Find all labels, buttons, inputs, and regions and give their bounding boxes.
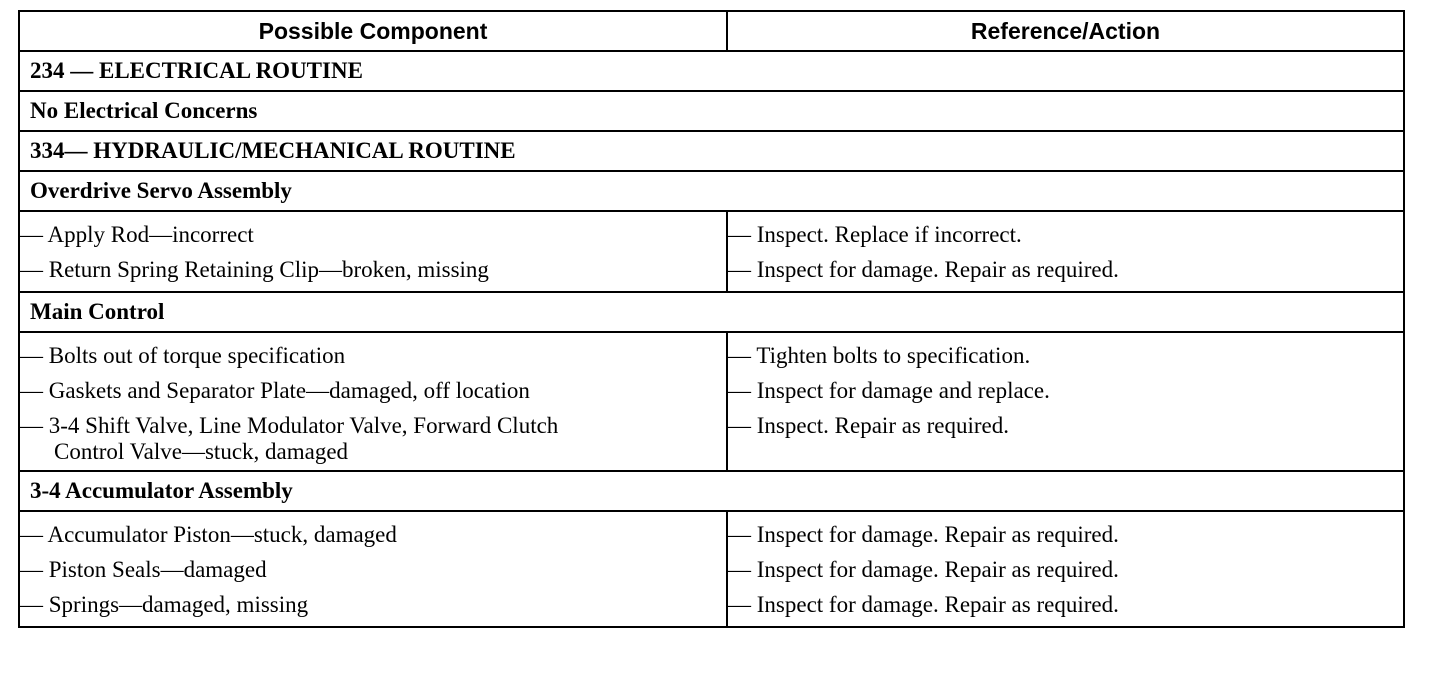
section-title-overdrive-servo-assembly: Overdrive Servo Assembly xyxy=(19,171,1404,211)
header-row xyxy=(19,11,1404,51)
section-row xyxy=(19,91,1404,131)
section-title-accumulator-assembly: 3-4 Accumulator Assembly xyxy=(19,471,1404,511)
component-cell xyxy=(19,211,727,292)
items-row xyxy=(19,332,1404,471)
section-row xyxy=(19,51,1404,91)
component-cell xyxy=(19,511,727,627)
action-item: — Tighten bolts to specification. xyxy=(728,343,1031,368)
section-title-main-control: Main Control xyxy=(19,292,1404,332)
action-cell xyxy=(727,211,1404,292)
component-cell xyxy=(19,332,727,471)
action-item: — Inspect for damage. Repair as required. xyxy=(728,557,1119,582)
component-item: — Return Spring Retaining Clip—broken, missing xyxy=(20,257,489,282)
header-possible-component: Possible Component xyxy=(19,11,727,51)
section-row xyxy=(19,471,1404,511)
component-item: — 3-4 Shift Valve, Line Modulator Valve, Forward Clutch xyxy=(20,413,559,438)
component-item: — Accumulator Piston—stuck, damaged xyxy=(20,522,397,547)
action-item: — Inspect for damage. Repair as required. xyxy=(728,592,1119,617)
action-item: — Inspect for damage. Repair as required. xyxy=(728,522,1119,547)
component-item: — Piston Seals—damaged xyxy=(20,557,267,582)
component-item: — Springs—damaged, missing xyxy=(20,592,309,617)
section-row xyxy=(19,292,1404,332)
diagnosis-table xyxy=(18,10,1405,628)
action-item: — Inspect. Repair as required. xyxy=(728,413,1010,438)
action-item: — Inspect. Replace if incorrect. xyxy=(728,222,1022,247)
action-cell xyxy=(727,511,1404,627)
component-item: — Gaskets and Separator Plate—damaged, off location xyxy=(20,378,530,403)
component-item: — Bolts out of torque specification xyxy=(20,343,346,368)
section-title-hydraulic-mechanical-routine: 334— HYDRAULIC/MECHANICAL ROUTINE xyxy=(19,131,1404,171)
component-item: — Apply Rod—incorrect xyxy=(20,222,254,247)
section-row xyxy=(19,171,1404,211)
section-title-no-electrical-concerns: No Electrical Concerns xyxy=(19,91,1404,131)
items-row xyxy=(19,211,1404,292)
section-row xyxy=(19,131,1404,171)
action-item: — Inspect for damage. Repair as required. xyxy=(728,257,1119,282)
action-cell xyxy=(727,332,1404,471)
items-row xyxy=(19,511,1404,627)
section-title-electrical-routine: 234 — ELECTRICAL ROUTINE xyxy=(19,51,1404,91)
action-item: — Inspect for damage and replace. xyxy=(728,378,1050,403)
component-item-continuation: Control Valve—stuck, damaged xyxy=(54,439,349,464)
header-reference-action: Reference/Action xyxy=(727,11,1404,51)
